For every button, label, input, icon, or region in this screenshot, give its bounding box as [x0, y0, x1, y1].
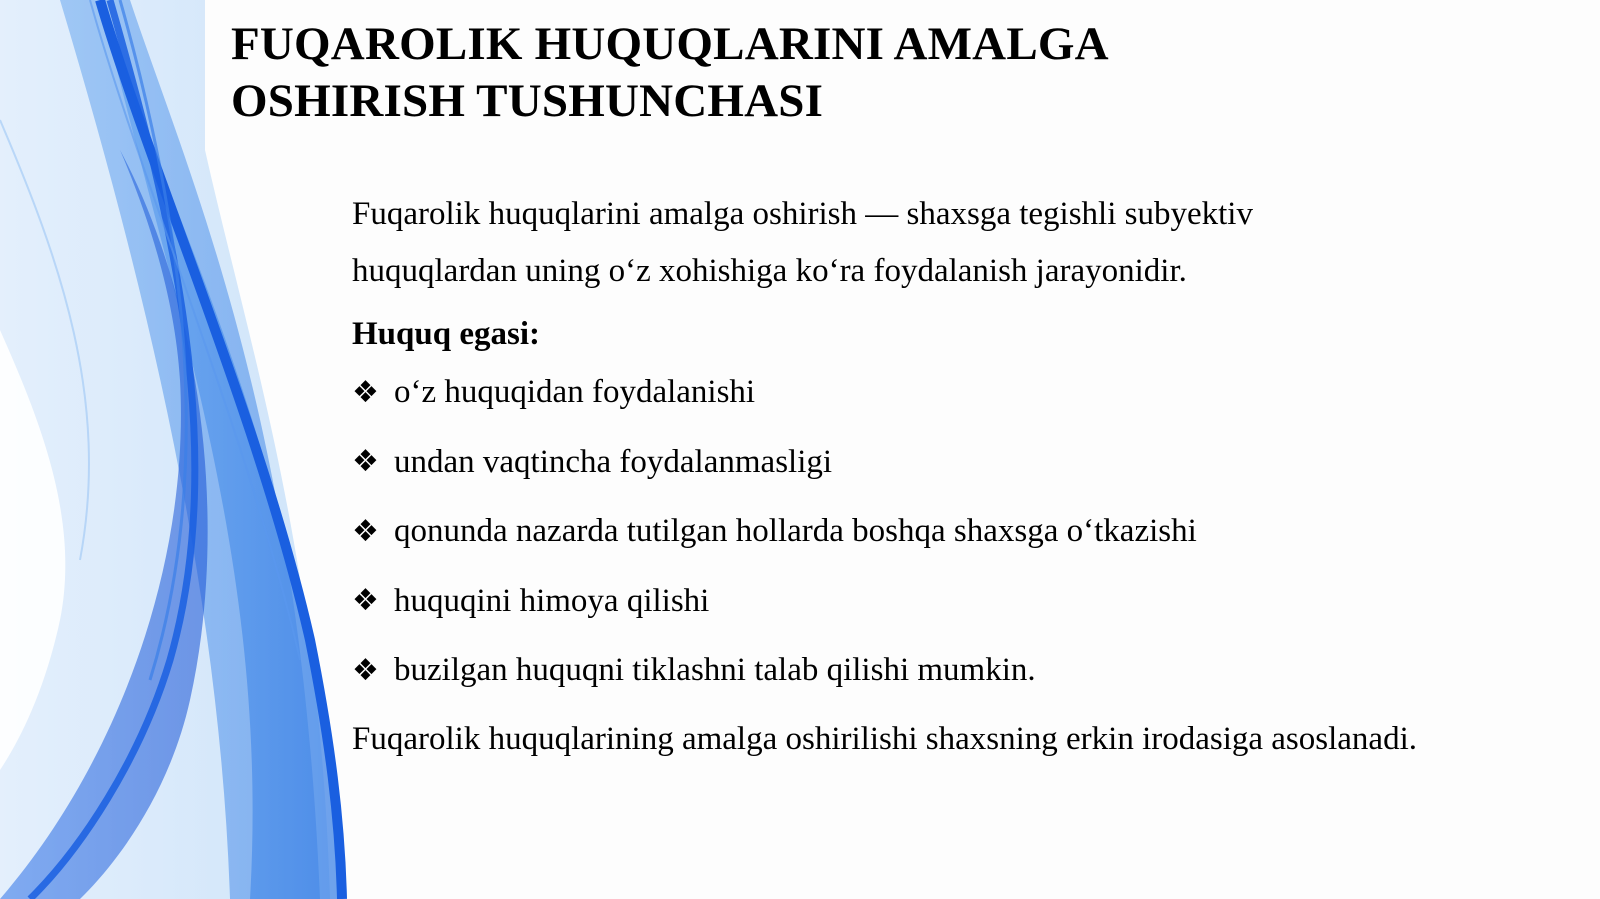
bullet-list [352, 358, 1572, 706]
four-diamond-bullet-icon: ❖ [352, 583, 379, 619]
list-item [352, 497, 1572, 567]
blue-wave-decoration [0, 0, 360, 899]
four-diamond-bullet-icon: ❖ [352, 652, 379, 688]
list-item [352, 358, 1572, 428]
four-diamond-bullet-icon: ❖ [352, 444, 379, 480]
intro-line-1: Fuqarolik huquqlarini amalga oshirish — shaxsga tegishli subyektiv [352, 196, 1253, 232]
slide-title [231, 16, 1531, 130]
four-diamond-bullet-icon: ❖ [352, 374, 379, 410]
list-item-text: buzilgan huquqni tiklashni talab qilishi mumkin. [394, 652, 1036, 689]
list-item [352, 567, 1572, 637]
list-item-text: huquqini himoya qilishi [394, 582, 710, 619]
title-line-2: OSHIRISH TUSHUNCHASI [231, 75, 824, 127]
list-item [352, 636, 1572, 706]
intro-line-2: huquqlardan uning o‘z xohishiga ko‘ra foydalanish jarayonidir. [352, 253, 1187, 289]
intro-paragraph [352, 186, 1572, 300]
list-item-text: o‘z huquqidan foydalanishi [394, 374, 756, 411]
slide-body [352, 186, 1572, 772]
four-diamond-bullet-icon: ❖ [352, 513, 379, 549]
list-item-text: qonunda nazarda tutilgan hollarda boshqa shaxsga o‘tkazishi [394, 513, 1197, 550]
title-line-1: FUQAROLIK HUQUQLARINI AMALGA [231, 18, 1109, 70]
owner-label: Huquq egasi: [352, 316, 540, 352]
list-item-text: undan vaqtincha foydalanmasligi [394, 443, 833, 480]
list-item [352, 428, 1572, 498]
closing-paragraph: Fuqarolik huquqlarining amalga oshirilishi shaxsning erkin irodasiga asoslanadi. [352, 720, 1417, 757]
